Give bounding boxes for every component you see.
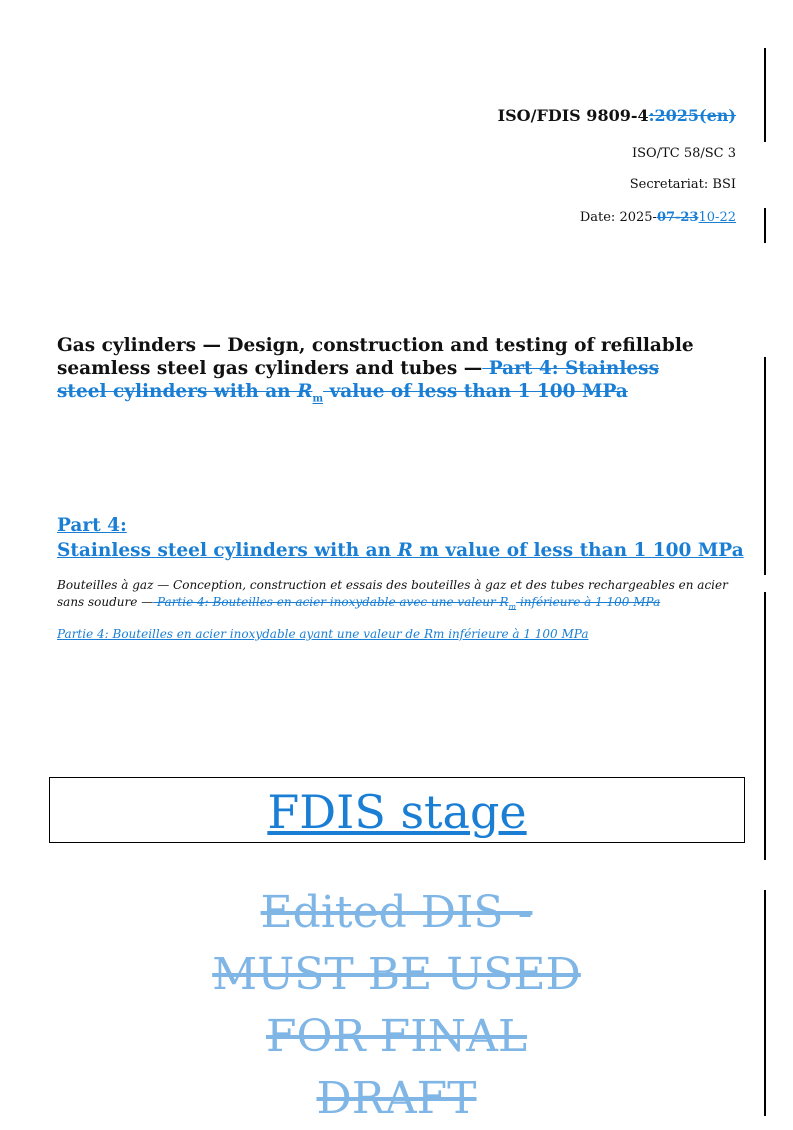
change-bar — [764, 357, 766, 575]
french-deleted — [153, 595, 661, 612]
deleted-part-a: Part 4: Stainless steel cylinders with an — [57, 358, 659, 402]
watermark-line: FOR FINAL — [265, 1011, 528, 1062]
watermark — [0, 882, 793, 1130]
change-bar — [764, 208, 766, 243]
change-bar — [764, 592, 766, 860]
watermark-line: MUST BE USED — [212, 949, 581, 1000]
deleted-part-b: value of less than 1 100 MPa — [323, 381, 628, 402]
date — [580, 210, 736, 225]
inserted-date: 10-22 — [698, 210, 736, 225]
watermark-line: Edited DIS - — [260, 887, 533, 938]
deleted-sub: m — [312, 393, 324, 405]
part-line2-r: R — [397, 540, 413, 561]
doc-number-text: ISO/FDIS 9809-4 — [497, 106, 649, 125]
deleted-date: 07-23 — [656, 210, 699, 225]
change-bar — [764, 48, 766, 142]
french-inserted: Partie 4: Bouteilles en acier inoxydable ayant une valeur de Rm inférieure à 1 100 MPa — [57, 627, 589, 641]
committee: ISO/TC 58/SC 3 — [631, 146, 736, 161]
document-title — [57, 334, 697, 411]
french-deleted-sub: m — [508, 602, 517, 612]
deleted-text: :2025(en) — [648, 106, 736, 125]
date-prefix: Date: 2025- — [579, 210, 657, 225]
title-main: Gas cylinders — Design, construction and testing of refillable seamless steel gas cylinders and tubes — — [57, 335, 694, 379]
part-line2-a: Stainless steel cylinders with an — [57, 540, 398, 561]
watermark-line: DRAFT — [316, 1073, 477, 1124]
french-deleted-b: inférieure à 1 100 MPa — [516, 595, 661, 609]
document-number — [498, 106, 736, 125]
french-title — [57, 577, 737, 615]
deleted-r: R — [297, 381, 313, 402]
part-line2-b: m value of less than 1 100 MPa — [412, 540, 744, 561]
part-title — [57, 513, 744, 563]
part-line1: Part 4: — [57, 515, 127, 536]
french-deleted-a: Partie 4: Bouteilles en acier inoxydable avec une valeur R — [153, 595, 509, 609]
stage-box — [49, 777, 745, 843]
french-main: Bouteilles à gaz — Conception, construction et essais des bouteilles à gaz et des tubes rechargeables en acier sans soudure — — [57, 578, 728, 609]
secretariat: Secretariat: BSI — [629, 177, 736, 192]
part-line2 — [57, 538, 744, 563]
stage-label: FDIS stage — [267, 785, 527, 839]
